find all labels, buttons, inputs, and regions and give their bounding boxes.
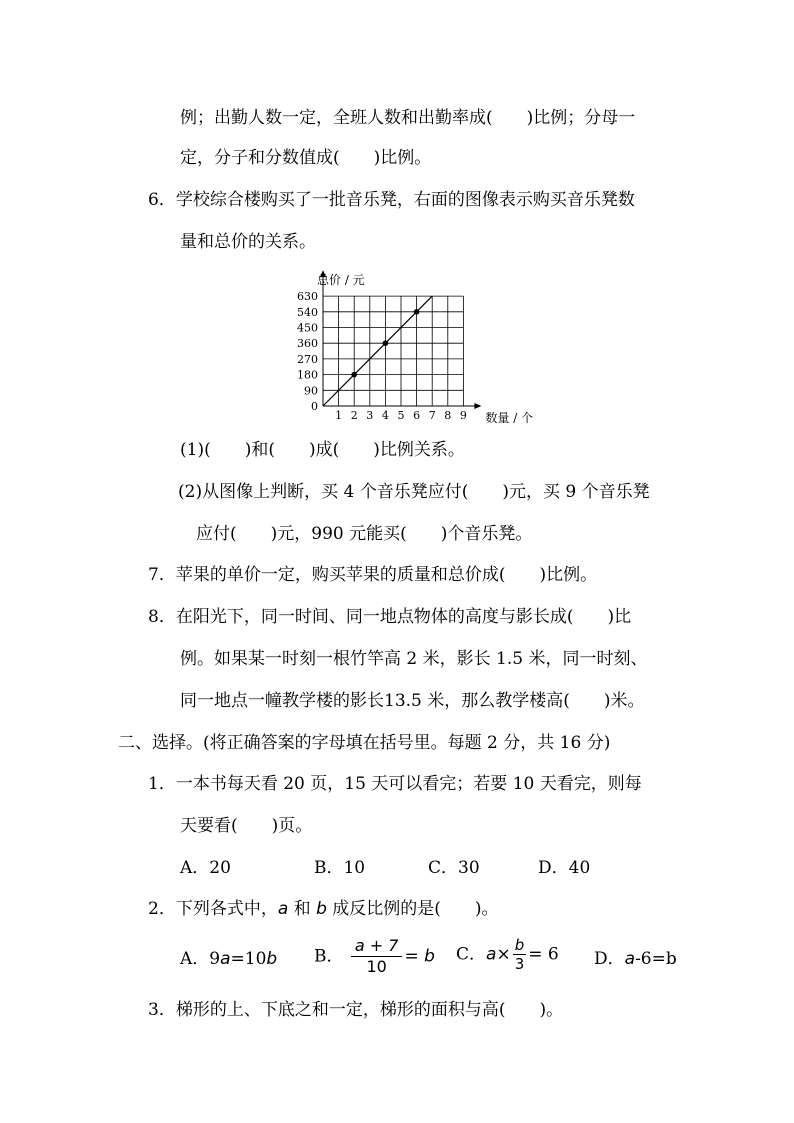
option-c: C．30 — [428, 858, 480, 878]
option-d-label: D． — [594, 949, 625, 969]
question-8-text-cont-2: 同一地点一幢教学楼的影长13.5 米，那么教学楼高( )米。 — [180, 691, 645, 711]
question-6-text-cont: 量和总价的关系。 — [180, 232, 316, 252]
text-line-1: 例；出勤人数一定，全班人数和出勤率成( )比例；分母一 — [180, 108, 636, 128]
choice-question-1: 1．一本书每天看 20 页，15 天可以看完；若要 10 天看完，则每 — [148, 774, 642, 794]
x-axis-arrow — [474, 403, 481, 409]
y-tick-label: 90 — [304, 384, 318, 398]
option-d — [594, 947, 677, 971]
option-c-label: C． — [456, 944, 487, 965]
option-b-fraction — [351, 936, 403, 977]
question-6-part-1: (1)( )和( )成( )比例关系。 — [180, 440, 465, 460]
option-b: B．10 — [314, 858, 366, 878]
y-tick-label: 270 — [297, 352, 318, 366]
y-tick-label: 360 — [297, 337, 318, 351]
option-a-eq: =10 — [230, 949, 267, 969]
x-tick-label: 6 — [413, 409, 421, 422]
fraction-denominator: 3 — [514, 955, 525, 973]
option-a-var-a: a — [220, 949, 231, 969]
text-line-2: 定，分子和分数值成( )比例。 — [180, 148, 432, 168]
q2-var-b: b — [316, 899, 327, 919]
data-point — [351, 372, 357, 378]
x-tick-label: 2 — [350, 409, 358, 422]
y-tick-label: 0 — [311, 400, 318, 413]
x-tick-label: 9 — [459, 409, 467, 422]
data-point — [383, 340, 389, 346]
y-tick-label: 630 — [297, 290, 318, 304]
x-tick-labels — [335, 409, 467, 422]
option-d-var-a: a — [624, 949, 636, 969]
question-6-part-2: (2)从图像上判断，买 4 个音乐凳应付( )元，买 9 个音乐凳 — [178, 482, 650, 502]
fraction-numerator: b — [513, 936, 527, 955]
x-axis-label: 数量 / 个 — [485, 411, 534, 425]
x-tick-label: 8 — [444, 409, 452, 422]
question-7-text: 7．苹果的单价一定，购买苹果的质量和总价成( )比例。 — [148, 565, 598, 585]
option-b-var-b: b — [424, 946, 435, 967]
section-2-heading: 二、选择。(将正确答案的字母填在括号里。每题 2 分，共 16 分) — [118, 733, 611, 753]
x-tick-label: 5 — [397, 409, 405, 422]
option-a-label: A．9 — [180, 949, 221, 969]
x-tick-label: 3 — [366, 409, 374, 422]
option-c-var-a: a — [486, 944, 497, 965]
option-a-var-b: b — [266, 949, 278, 969]
option-b-label: B． — [314, 946, 344, 967]
question-8-text-cont: 例。如果某一时刻一根竹竿高 2 米，影长 1.5 米，同一时刻、 — [180, 649, 648, 669]
q2-text-mid: 和 — [288, 899, 317, 919]
option-a — [180, 947, 277, 971]
option-c-eq: = 6 — [528, 944, 559, 965]
choice-question-2 — [148, 897, 499, 921]
choice-question-3: 3．梯形的上、下底之和一定，梯形的面积与高( )。 — [148, 1000, 564, 1020]
option-b-eq: = — [404, 946, 425, 967]
question-8-text: 8．在阳光下，同一时间、同一地点物体的高度与影长成( )比 — [148, 607, 632, 627]
fraction-numerator: a + 7 — [351, 936, 403, 957]
y-tick-labels — [297, 290, 318, 413]
option-c-times: × — [496, 944, 511, 965]
q2-var-a: a — [277, 899, 289, 919]
question-6-text: 6．学校综合楼购买了一批音乐凳，右面的图像表示购买音乐凳数 — [148, 190, 635, 210]
q2-text-post: 成反比例的是( )。 — [326, 899, 499, 919]
choice-question-2-options — [180, 936, 677, 982]
fraction-denominator: 10 — [366, 957, 387, 976]
y-tick-label: 450 — [297, 321, 318, 335]
option-d-rest: -6=b — [635, 949, 677, 969]
q2-text-pre: 2．下列各式中， — [148, 899, 278, 919]
choice-question-1-cont: 天要看( )页。 — [180, 816, 313, 836]
option-d: D．40 — [538, 858, 591, 878]
x-tick-label: 1 — [335, 409, 343, 422]
price-quantity-chart — [290, 264, 540, 430]
data-point — [414, 309, 420, 315]
y-axis-label: 总价 / 元 — [317, 273, 365, 288]
y-tick-label: 540 — [297, 305, 318, 319]
x-tick-label: 4 — [381, 409, 389, 422]
chart-grid — [323, 296, 463, 406]
question-6-part-2-cont: 应付( )元，990 元能买( )个音乐凳。 — [196, 524, 533, 544]
x-tick-label: 7 — [428, 409, 436, 422]
option-c — [456, 936, 559, 973]
y-tick-label: 180 — [297, 368, 318, 382]
option-c-fraction — [513, 936, 527, 973]
option-a: A．20 — [180, 858, 231, 878]
option-b — [314, 936, 435, 977]
